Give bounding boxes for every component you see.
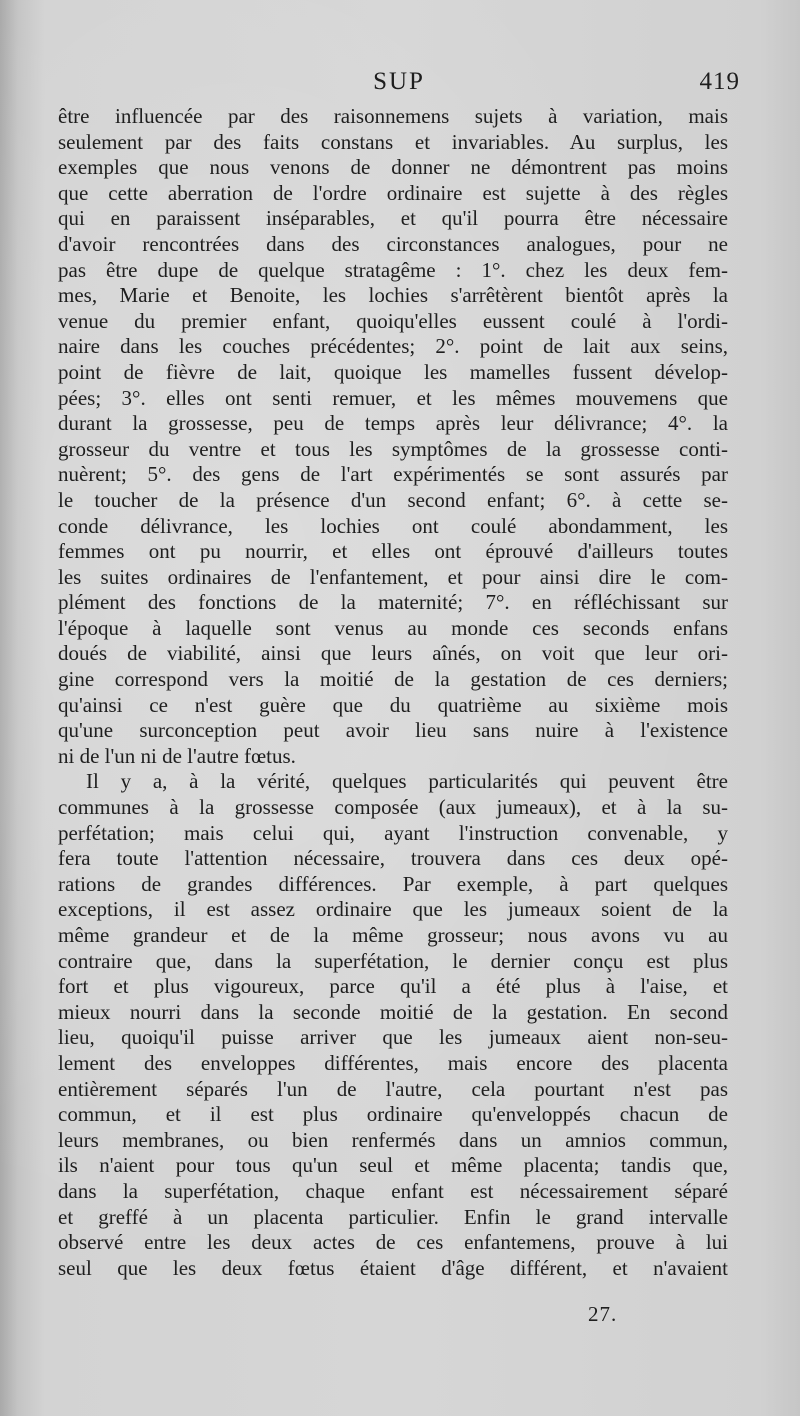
page-header [58,68,740,104]
text-line: communes à la grossesse composée (aux jumeaux), et à la su- [58,795,728,820]
text-line: conde délivrance, les lochies ont coulé abondamment, les [58,513,728,538]
text-line: que cette aberration de l'ordre ordinaire est sujette à des règles [58,180,728,205]
text-line: pées; 3°. elles ont senti remuer, et les mêmes mouvemens que [58,385,728,410]
text-line: le toucher de la présence d'un second enfant; 6°. à cette se- [58,487,728,512]
text-line: leurs membranes, ou bien renfermés dans un amnios commun, [58,1127,728,1152]
paragraph [58,769,728,1281]
running-head: SUP [373,68,425,95]
body-text [58,104,728,1281]
text-line: ils n'aient pour tous qu'un seul et même placenta; tandis que, [58,1153,728,1178]
text-line: naire dans les couches précédentes; 2°. point de lait aux seins, [58,334,728,359]
text-line: pas être dupe de quelque stratagême : 1°. chez les deux fem- [58,257,728,282]
text-line: qu'ainsi ce n'est guère que du quatrième au sixième mois [58,692,728,717]
text-line: et greffé à un placenta particulier. Enfin le grand intervalle [58,1204,728,1229]
text-line: nuèrent; 5°. des gens de l'art expérimentés se sont assurés par [58,462,728,487]
text-line: venue du premier enfant, quoiqu'elles eussent coulé à l'ordi- [58,308,728,333]
text-line: mes, Marie et Benoite, les lochies s'arrêtèrent bientôt après la [58,283,728,308]
page-number: 419 [699,68,740,95]
text-line: les suites ordinaires de l'enfantement, et pour ainsi dire le com- [58,564,728,589]
text-line: point de fièvre de lait, quoique les mamelles fussent dévelop- [58,359,728,384]
text-line: ni de l'un ni de l'autre fœtus. [58,743,296,768]
text-line: qu'une surconception peut avoir lieu sans nuire à l'existence [58,718,728,743]
text-line: mieux nourri dans la seconde moitié de la gestation. En second [58,999,728,1024]
paragraph [58,104,728,769]
text-line: rations de grandes différences. Par exemple, à part quelques [58,871,728,896]
text-line: grosseur du ventre et tous les symptômes de la grossesse conti- [58,436,728,461]
signature-mark: 27. [588,1302,618,1326]
text-line: seulement par des faits constans et invariables. Au surplus, les [58,129,728,154]
text-line: doués de viabilité, ainsi que leurs aînés, on voit que leur ori- [58,641,728,666]
text-line: plément des fonctions de la maternité; 7°. en réfléchissant sur [58,590,728,615]
text-line: d'avoir rencontrées dans des circonstances analogues, pour ne [58,231,728,256]
text-line: dans la superfétation, chaque enfant est nécessairement séparé [58,1178,728,1203]
text-line: lement des enveloppes différentes, mais encore des placenta [58,1050,728,1075]
text-line: commun, et il est plus ordinaire qu'enveloppés chacun de [58,1102,728,1127]
text-line: gine correspond vers la moitié de la gestation de ces derniers; [58,667,728,692]
text-line: exceptions, il est assez ordinaire que les jumeaux soient de la [58,897,728,922]
text-line: fort et plus vigoureux, parce qu'il a été plus à l'aise, et [58,974,728,999]
text-line: entièrement séparés l'un de l'autre, cela pourtant n'est pas [58,1076,728,1101]
text-line: contraire que, dans la superfétation, le dernier conçu est plus [58,948,728,973]
text-line: lieu, quoiqu'il puisse arriver que les jumeaux aient non-seu- [58,1025,728,1050]
text-line: durant la grossesse, peu de temps après leur délivrance; 4°. la [58,411,728,436]
text-line: exemples que nous venons de donner ne démontrent pas moins [58,155,728,180]
text-line: être influencée par des raisonnemens sujets à variation, mais [58,104,728,128]
text-line: observé entre les deux actes de ces enfantemens, prouve à lui [58,1230,728,1255]
text-line: même grandeur et de la même grosseur; nous avons vu au [58,923,728,947]
text-line: femmes ont pu nourrir, et elles ont éprouvé d'ailleurs toutes [58,539,728,564]
text-line: fera toute l'attention nécessaire, trouvera dans ces deux opé- [58,846,728,871]
text-line: seul que les deux fœtus étaient d'âge différent, et n'avaient [58,1255,728,1280]
text-line: qui en paraissent inséparables, et qu'il pourra être nécessaire [58,206,728,231]
text-line: l'époque à laquelle sont venus au monde ces seconds enfans [58,615,728,640]
text-line: Il y a, à la vérité, quelques particularités qui peuvent être [86,769,728,794]
text-line: perfétation; mais celui qui, ayant l'instruction convenable, y [58,820,728,845]
